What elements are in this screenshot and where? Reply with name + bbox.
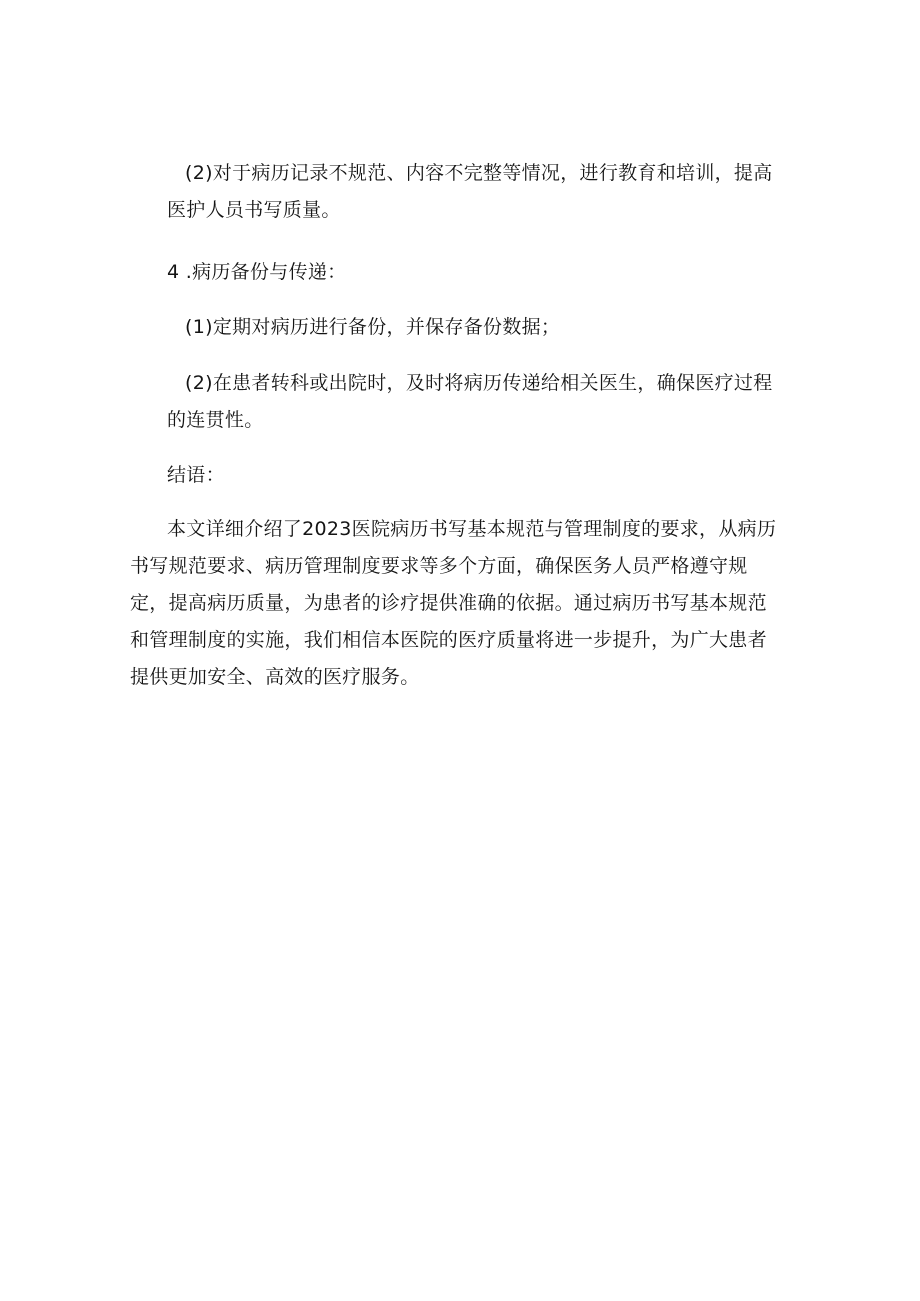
conclusion-paragraph: 本文详细介绍了2023医院病历书写基本规范与管理制度的要求，从病历书写规范要求、病历管理制度要求等多个方面，确保医务人员严格遵守规定，提高病历质量，为患者的诊疗提供准确的依据。通过病历书写基本规范和管理制度的实施，我们相信本医院的医疗质量将进一步提升，为广大患者提供更加安全、高效的医疗服务。 [130, 518, 777, 688]
paragraph-periodic-backup: (1)定期对病历进行备份，并保存备份数据； [185, 316, 561, 338]
paragraph-record-transfer: (2)在患者转科或出院时，及时将病历传递给相关医生，确保医疗过程的连贯性。 [167, 372, 773, 431]
conclusion-heading: 结语： [167, 464, 225, 486]
paragraph-education-training: (2)对于病历记录不规范、内容不完整等情况，进行教育和培训，提高医护人员书写质量。 [167, 162, 773, 221]
section-heading-backup-transfer: 4 .病历备份与传递： [167, 261, 347, 283]
